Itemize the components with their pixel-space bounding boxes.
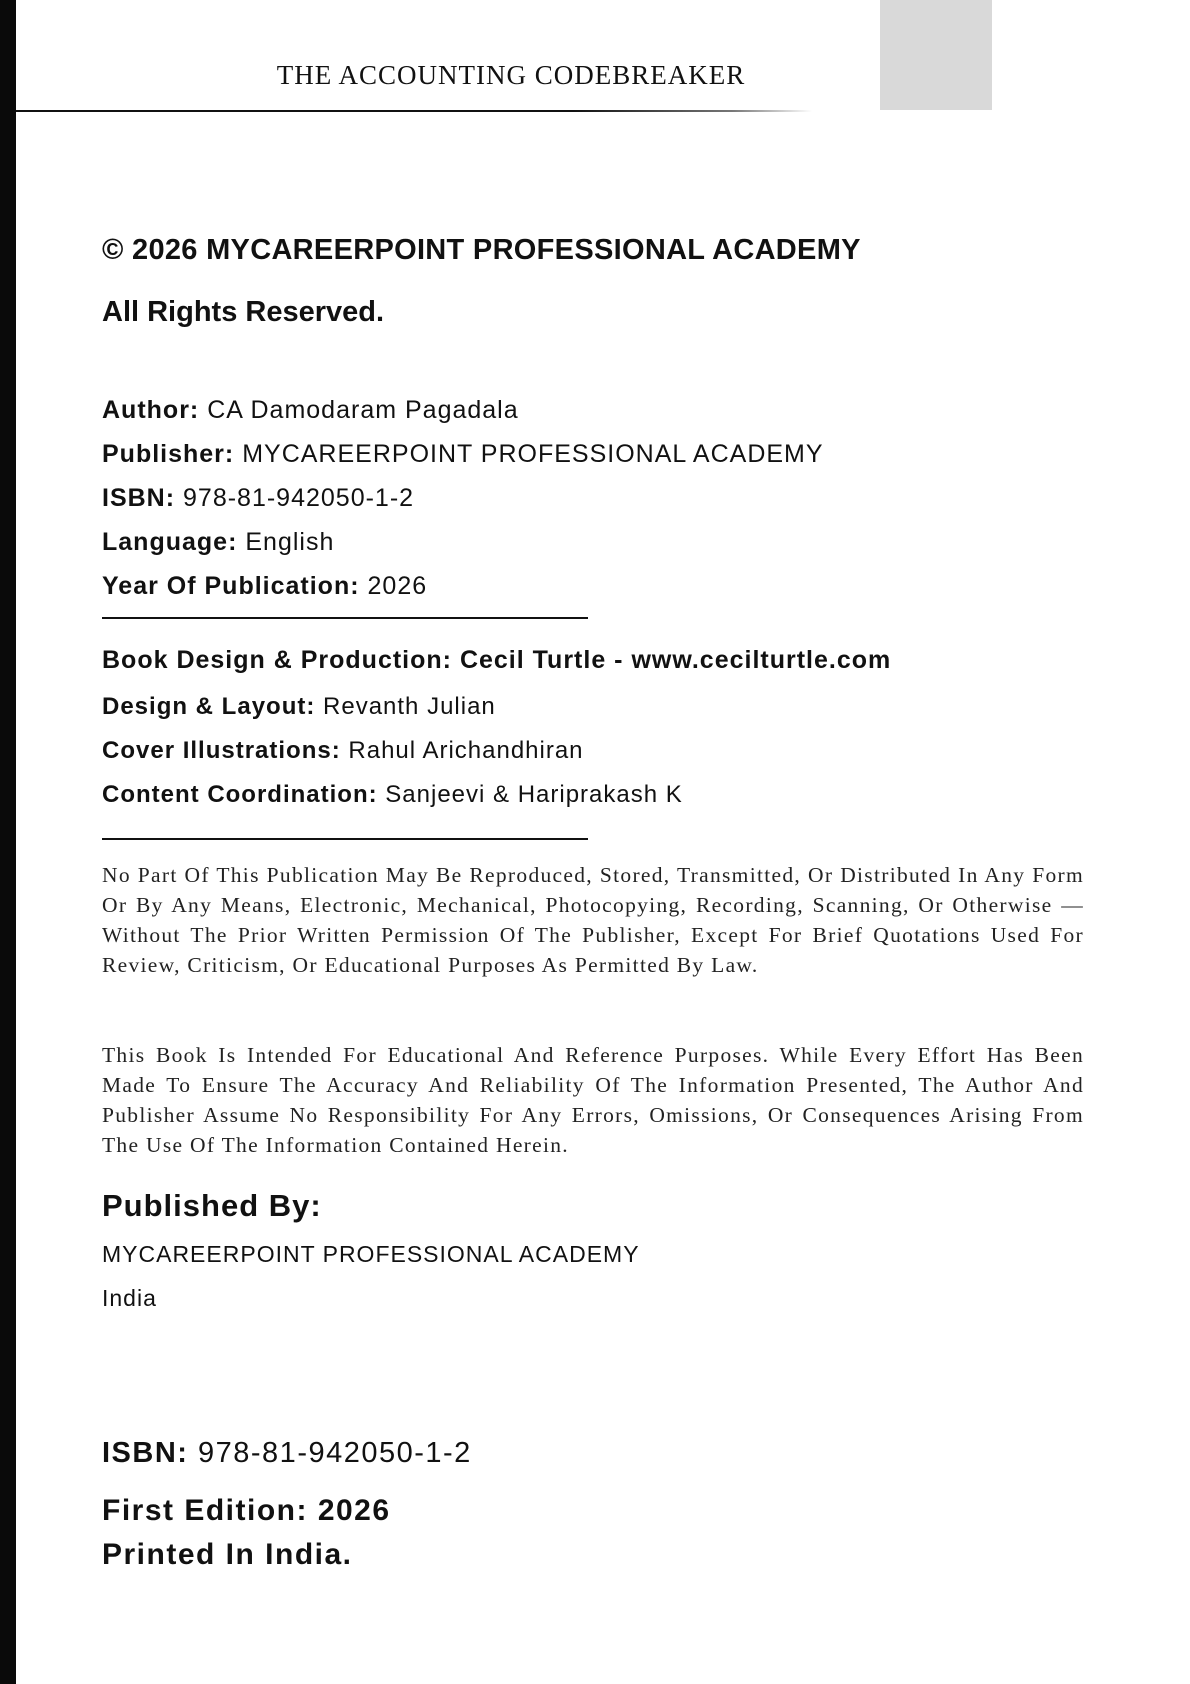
design-value: Revanth Julian (323, 693, 496, 720)
isbn-label: ISBN: (102, 484, 176, 512)
copyright-line: © 2026 MYCAREERPOINT PROFESSIONAL ACADEMY (102, 234, 861, 266)
design-credit (102, 693, 496, 721)
published-by-heading: Published By: (102, 1188, 322, 1223)
section-divider (102, 617, 588, 619)
publisher-label: Publisher: (102, 440, 235, 468)
rights-reserved: All Rights Reserved. (102, 296, 385, 328)
section-divider (102, 838, 588, 840)
reproduction-notice: No Part Of This Publication May Be Reproduced, Stored, Transmitted, Or Distributed In Any Form Or By Any Means, Electronic, Mechanical, Photocopying, Recording, Scanning, Or Otherwise — Without The Prior Written Permission Of The Publisher, Except For Brief Quotations Used For Review, Criticism, Or Educational Purposes As Permitted By Law. (102, 863, 1084, 977)
isbn-line (102, 486, 414, 511)
footer-isbn (102, 1437, 472, 1470)
footer-isbn-label: ISBN: (102, 1437, 189, 1469)
author-line (102, 398, 519, 423)
year-line (102, 574, 427, 599)
design-label: Design & Layout: (102, 693, 316, 720)
page-edge-bar (0, 0, 16, 1684)
cover-credit (102, 737, 584, 765)
language-label: Language: (102, 528, 238, 556)
footer-isbn-value: 978-81-942050-1-2 (198, 1437, 472, 1469)
disclaimer-notice: This Book Is Intended For Educational And Reference Purposes. While Every Effort Has Been Made To Ensure The Accuracy And Reliability Of The Information Presented, The Author And Publisher Assume No Responsibility For Any Errors, Omissions, Or Consequences Arising From The Use Of The Information Contained Herein. (102, 1043, 1084, 1157)
cover-label: Cover Illustrations: (102, 737, 341, 764)
isbn-value: 978-81-942050-1-2 (183, 484, 415, 512)
header-rule (16, 110, 812, 112)
year-label: Year Of Publication: (102, 572, 360, 600)
author-value: CA Damodaram Pagadala (207, 396, 519, 424)
edition-line: First Edition: 2026 (102, 1494, 391, 1527)
publisher-name: MYCAREERPOINT PROFESSIONAL ACADEMY (102, 1241, 640, 1267)
publisher-country: India (102, 1285, 157, 1311)
content-label: Content Coordination: (102, 781, 378, 808)
language-line (102, 530, 334, 555)
corner-tab (880, 0, 992, 110)
author-label: Author: (102, 396, 200, 424)
content-credit (102, 781, 683, 809)
printed-line: Printed In India. (102, 1538, 353, 1571)
language-value: English (245, 528, 335, 556)
production-credit: Book Design & Production: Cecil Turtle - www.cecilturtle.com (102, 646, 892, 674)
content-value: Sanjeevi & Hariprakash K (385, 781, 683, 808)
cover-value: Rahul Arichandhiran (348, 737, 584, 764)
year-value: 2026 (367, 572, 428, 600)
running-header: THE ACCOUNTING CODEBREAKER (276, 60, 746, 90)
publisher-line (102, 442, 824, 467)
publisher-value: MYCAREERPOINT PROFESSIONAL ACADEMY (242, 440, 824, 468)
